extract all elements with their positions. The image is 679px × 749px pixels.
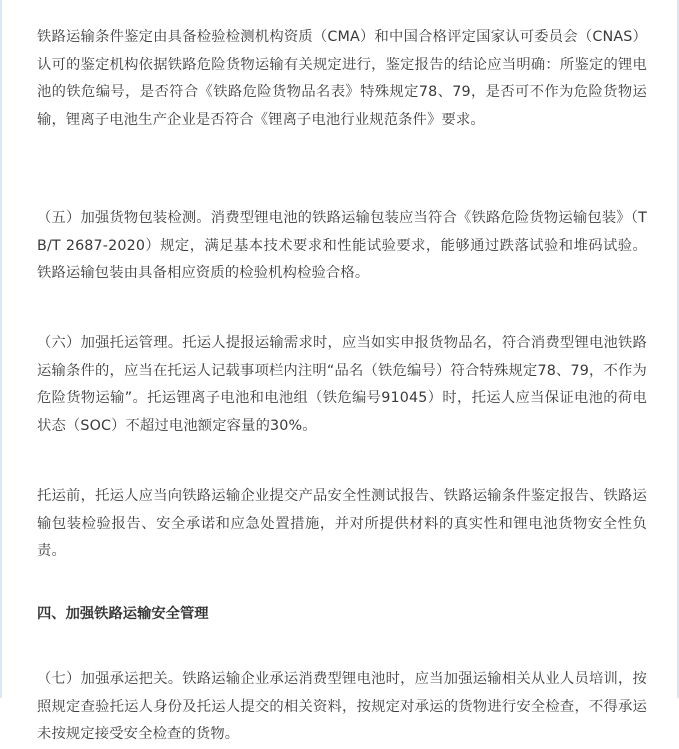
spacer bbox=[37, 565, 647, 601]
spacer bbox=[37, 162, 647, 205]
section-heading: 四、加强铁路运输安全管理 bbox=[37, 606, 209, 622]
spacer bbox=[37, 287, 647, 330]
paragraph-consignment-management: （六）加强托运管理。托运人提报运输需求时，应当如实申报货物品名，符合消费型锂电池铁路运输条件的，应当在托运人记载事项栏内注明“品名（铁危编号）符合特殊规定78、79，不作为危险货物运输”。托运锂离子电池和电池组（铁危编号91045）时，托运人应当保证电池的荷电状态（SOC）不超过电池额定容量的30%。 bbox=[37, 335, 647, 434]
spacer bbox=[37, 629, 647, 666]
paragraph-certification-requirements: 铁路运输条件鉴定由具备检验检测机构资质（CMA）和中国合格评定国家认可委员会（CNAS）认可的鉴定机构依据铁路危险货物运输有关规定进行，鉴定报告的结论应当明确：所鉴定的锂电池的铁危编号，是否符合《铁路危险货物品名表》特殊规定78、79，是否可不作为危险货物运输，锂离子电池生产企业是否符合《锂离子电池行业规范条件》要求。 bbox=[37, 29, 647, 128]
paragraph-packaging-inspection: （五）加强货物包装检测。消费型锂电池的铁路运输包装应当符合《铁路危险货物运输包装》（TB/T 2687-2020）规定，满足基本技术要求和性能试验要求，能够通过跌落试验和堆码试验。铁路运输包装由具备相应资质的检验机构检验合格。 bbox=[37, 210, 647, 281]
frame-border-left bbox=[0, 0, 2, 698]
paragraph-acceptance-control: （七）加强承运把关。铁路运输企业承运消费型锂电池时，应当加强运输相关从业人员培训，按照规定查验托运人身份及托运人提交的相关资料，按规定对承运的货物进行安全检查，不得承运未按规定接受安全检查的货物。 bbox=[37, 671, 647, 742]
paragraph-pre-consignment-documents: 托运前，托运人应当向铁路运输企业提交产品安全性测试报告、铁路运输条件鉴定报告、铁路运输包装检验报告、安全承诺和应急处置措施，并对所提供材料的真实性和锂电池货物安全性负责。 bbox=[37, 488, 647, 559]
article-body bbox=[37, 24, 647, 748]
spacer bbox=[37, 440, 647, 483]
